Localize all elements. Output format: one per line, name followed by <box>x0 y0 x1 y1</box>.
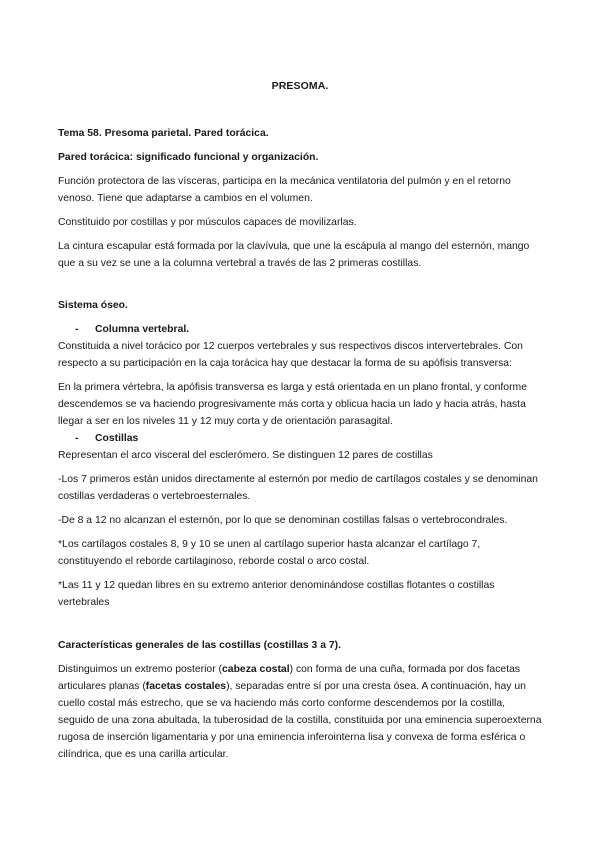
spine-paragraph-2: En la primera vértebra, la apófisis transversa es larga y está orientada en un plano frontal, y conforme descendemos se va haciendo progresivamente más corta y oblicua hacia un lado y hacia atrás, hasta llegar a ser en los niveles 11 y 12 muy corta y de orientación parasagital. <box>58 382 527 427</box>
bullet-dash: - <box>75 324 79 335</box>
ribs-intro: Representan el arco visceral del esclerómero. Se distinguen 12 pares de costillas <box>58 450 433 461</box>
bold-term-cabeza-costal: cabeza costal <box>222 664 290 675</box>
spine-paragraph-1: Constituida a nivel torácico por 12 cuerpos vertebrales y sus respectivos discos intervertebrales. Con respecto a su participación en la caja torácica hay que destacar la forma de su apófisis transversa: <box>58 341 523 369</box>
ribs-bullet <box>58 430 542 447</box>
text-run: ) con forma de una cuña, formada por dos facetas articulares planas ( <box>58 664 521 692</box>
document-body <box>58 125 542 770</box>
ribs-item-2: -De 8 a 12 no alcanzan el esternón, por lo que se denominan costillas falsas o vertebrocondrales. <box>58 515 508 526</box>
spine-bullet <box>58 321 542 338</box>
characteristics-heading: Características generales de las costillas (costillas 3 a 7). <box>58 640 342 651</box>
characteristics-paragraph <box>58 661 542 763</box>
ribs-item-4: *Las 11 y 12 quedan libres en su extremo anterior denominándose costillas flotantes o costillas vertebrales <box>58 580 495 608</box>
intro-paragraph-1: Función protectora de las vísceras, participa en la mecánica ventilatoria del pulmón y en el retorno venoso. Tiene que adaptarse a cambios en el volumen. <box>58 176 511 204</box>
section-spacer <box>58 279 542 297</box>
topic-heading: Tema 58. Presoma parietal. Pared torácica. <box>58 128 269 139</box>
text-run: ), separadas entre sí por una cresta ósea. A continuación, hay un cuello costal más estrecho, que se va haciendo más corto conforme descendemos por la costilla, seguido de una zona abultada, la tuberosidad de la costilla, constituida por una eminencia superoexterna rugosa de inserción ligamentaria y por una eminencia inferointerna lisa y convexa de forma esférica o cilíndrica, que es una carilla articular. <box>58 681 542 760</box>
bullet-dash: - <box>75 433 79 444</box>
ribs-item-3: *Los cartílagos costales 8, 9 y 10 se unen al cartílago superior hasta alcanzar el cartílago 7, constituyendo el reborde cartilaginoso, reborde costal o arco costal. <box>58 539 481 567</box>
subtopic-heading: Pared torácica: significado funcional y organización. <box>58 152 319 163</box>
ribs-label: Costillas <box>95 433 139 444</box>
intro-paragraph-2: Constituido por costillas y por músculos capaces de movilizarlas. <box>58 217 357 228</box>
document-title: PRESOMA. <box>271 80 329 92</box>
text-run: Distinguimos un extremo posterior ( <box>58 664 223 675</box>
spine-label: Columna vertebral. <box>95 324 190 335</box>
ribs-item-1: -Los 7 primeros están unidos directamente al esternón por medio de cartílagos costales y se denominan costillas verdaderas o vertebroesternales. <box>58 474 538 502</box>
bold-term-facetas-costales: facetas costales <box>145 681 227 692</box>
section-spacer <box>58 618 542 637</box>
intro-paragraph-3: La cintura escapular está formada por la clavívula, que une la escápula al mango del esternón, mango que a su vez se une a la columna vertebral a través de las 2 primeras costillas. <box>58 241 530 269</box>
bone-system-heading: Sistema óseo. <box>58 300 128 311</box>
